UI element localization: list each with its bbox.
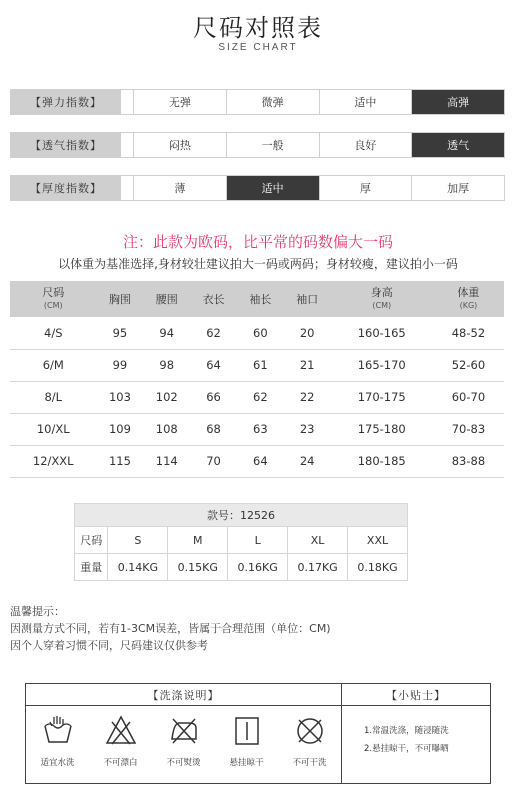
breathability-index-label: 【透气指数】 (11, 133, 121, 157)
cell: 60-70 (433, 381, 504, 413)
breathability-index-row (10, 132, 505, 158)
care-label: 不可漂白 (103, 758, 138, 768)
tip-line: 2.悬挂晾干，不可曝晒 (364, 744, 449, 754)
cell: 170-175 (331, 381, 433, 413)
weight-cell: 0.16KG (228, 554, 288, 581)
page-subtitle: SIZE CHART (218, 42, 298, 53)
weight-label: 重量 (75, 554, 108, 581)
cell: 62 (190, 317, 237, 349)
cell: 95 (97, 317, 144, 349)
sizes-label: 尺码 (75, 527, 108, 554)
size-note: 注：此款为欧码，比平常的码数偏大一码 (122, 233, 393, 251)
cell: 4/S (10, 317, 97, 349)
header-sleeve: 袖长 (237, 281, 284, 317)
cell: 10/XL (10, 413, 97, 445)
care-label: 不可干洗 (292, 758, 327, 768)
elasticity-index-row (10, 89, 505, 115)
thickness-index-label: 【厚度指数】 (11, 176, 121, 200)
weight-cell: 0.17KG (288, 554, 348, 581)
header-size: 尺码 (CM) (10, 281, 97, 317)
cell: 99 (97, 349, 144, 381)
wash-title: 【洗涤说明】 (26, 684, 341, 706)
cell: 12/XXL (10, 445, 97, 477)
cell: 102 (143, 381, 190, 413)
care-item (92, 714, 150, 768)
cell: 22 (284, 381, 331, 413)
weight-table-sizes-row (75, 527, 408, 554)
cell: 175-180 (331, 413, 433, 445)
care-item (155, 714, 213, 768)
cell: 23 (284, 413, 331, 445)
elasticity-option: 无弹 (133, 90, 226, 114)
cell: 165-170 (331, 349, 433, 381)
tip-line: 1.常温洗涤，随浸随洗 (364, 726, 449, 736)
cell: 48-52 (433, 317, 504, 349)
cell: 6/M (10, 349, 97, 381)
cell: 8/L (10, 381, 97, 413)
weight-cell: 0.14KG (108, 554, 168, 581)
elasticity-option: 微弹 (226, 90, 319, 114)
no-bleach-icon (104, 714, 138, 748)
cell: 68 (190, 413, 237, 445)
thickness-option-selected: 适中 (226, 176, 319, 200)
breathability-option-selected: 透气 (411, 133, 504, 157)
header-height: 身高 (CM) (331, 281, 433, 317)
cell: 98 (143, 349, 190, 381)
no-iron-icon (167, 714, 201, 748)
hang-dry-icon (230, 714, 264, 748)
elasticity-option: 适中 (319, 90, 412, 114)
size-table-header (10, 281, 504, 317)
cell: 20 (284, 317, 331, 349)
table-row (10, 445, 504, 477)
hand-wash-icon (41, 714, 75, 748)
cell: 109 (97, 413, 144, 445)
no-dry-clean-icon (293, 714, 327, 748)
cell: 108 (143, 413, 190, 445)
cell: 103 (97, 381, 144, 413)
cell: 160-165 (331, 317, 433, 349)
weight-cell: 0.15KG (168, 554, 228, 581)
header-waist: 腰围 (143, 281, 190, 317)
cell: 64 (237, 445, 284, 477)
weight-cell: 0.18KG (348, 554, 408, 581)
breathability-option: 良好 (319, 133, 412, 157)
size-cell: XL (288, 527, 348, 554)
table-row (10, 349, 504, 381)
cell: 61 (237, 349, 284, 381)
care-label: 适宜水洗 (40, 758, 75, 768)
cell: 52-60 (433, 349, 504, 381)
thickness-index-row (10, 175, 505, 201)
warm-tips (10, 603, 331, 654)
breathability-option: 一般 (226, 133, 319, 157)
cell: 115 (97, 445, 144, 477)
elasticity-option-selected: 高弹 (411, 90, 504, 114)
size-cell: M (168, 527, 228, 554)
cell: 83-88 (433, 445, 504, 477)
care-item (218, 714, 276, 768)
small-tips-title: 【小贴士】 (342, 684, 490, 706)
cell: 21 (284, 349, 331, 381)
cell: 94 (143, 317, 190, 349)
care-label: 悬挂晾干 (229, 758, 264, 768)
care-item (29, 714, 87, 768)
cell: 70 (190, 445, 237, 477)
header-chest: 胸围 (97, 281, 144, 317)
cell: 64 (190, 349, 237, 381)
cell: 66 (190, 381, 237, 413)
cell: 24 (284, 445, 331, 477)
elasticity-index-label: 【弹力指数】 (11, 90, 121, 114)
cell: 62 (237, 381, 284, 413)
size-cell: XXL (348, 527, 408, 554)
care-item (281, 714, 339, 768)
cell: 180-185 (331, 445, 433, 477)
small-tips (342, 684, 490, 783)
thickness-option: 薄 (133, 176, 226, 200)
size-table (10, 281, 504, 478)
tips-line: 因个人穿着习惯不同，尺码建议仅供参考 (10, 639, 208, 652)
size-advice: 以体重为基准选择,身材较壮建议拍大一码或两码；身材较瘦，建议拍小一码 (58, 257, 458, 271)
cell: 63 (237, 413, 284, 445)
cell: 70-83 (433, 413, 504, 445)
model-number: 款号：12526 (75, 504, 408, 527)
header-weight: 体重 (KG) (433, 281, 504, 317)
cell: 114 (143, 445, 190, 477)
table-row (10, 317, 504, 349)
thickness-option: 厚 (319, 176, 412, 200)
table-row (10, 413, 504, 445)
table-row (10, 381, 504, 413)
header-cuff: 袖口 (284, 281, 331, 317)
care-label: 不可熨烫 (166, 758, 201, 768)
breathability-option: 闷热 (133, 133, 226, 157)
tips-title: 温馨提示： (10, 605, 65, 618)
cell: 60 (237, 317, 284, 349)
tips-line: 因测量方式不同，若有1-3CM误差，皆属于合理范围（单位：CM) (10, 622, 331, 635)
weight-table (74, 503, 408, 581)
thickness-option: 加厚 (411, 176, 504, 200)
header-length: 衣长 (190, 281, 237, 317)
size-cell: S (108, 527, 168, 554)
care-box (25, 683, 491, 784)
page-title: 尺码对照表 (193, 14, 323, 42)
size-cell: L (228, 527, 288, 554)
weight-table-weights-row (75, 554, 408, 581)
wash-instructions (26, 684, 342, 783)
